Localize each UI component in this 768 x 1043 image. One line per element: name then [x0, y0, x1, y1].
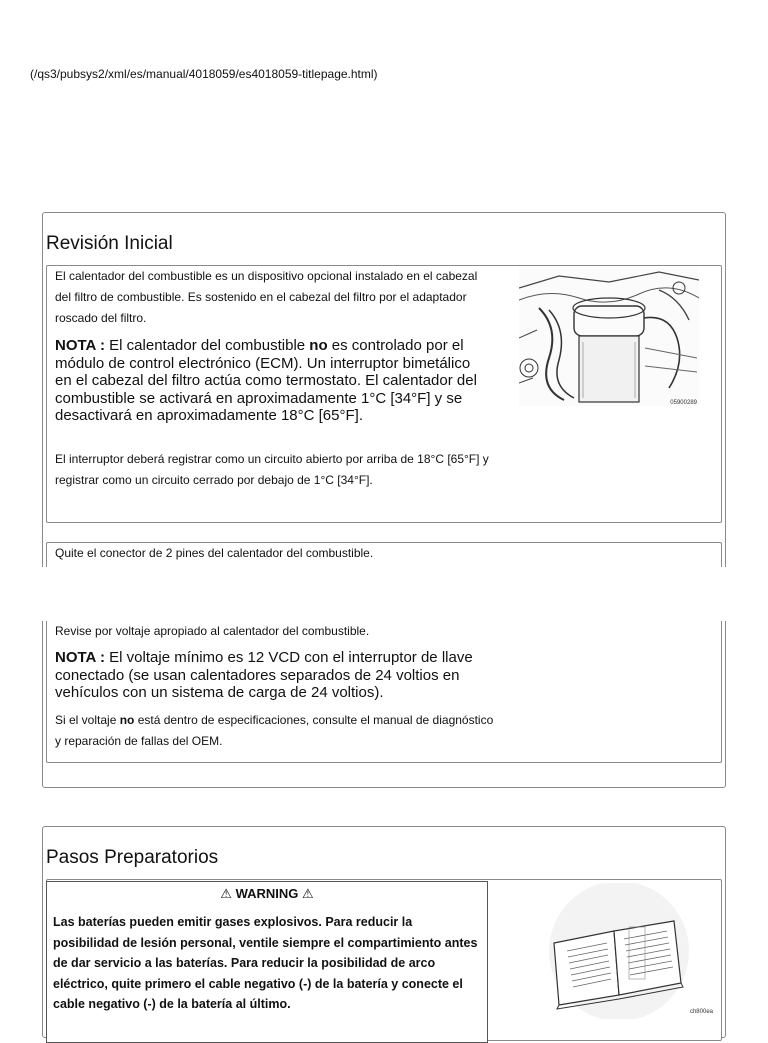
check-voltage-text: Revise por voltaje apropiado al calentador del combustible.: [55, 624, 370, 638]
warning-heading: [47, 886, 487, 902]
manual-book-figure: [519, 883, 719, 1019]
voltage-note-label: NOTA :: [55, 649, 105, 666]
figure-code-ch800ea: ch800ea: [689, 1009, 713, 1015]
voltage-note-text: El voltaje mínimo es 12 VCD con el interruptor de llave conectado (se usan calentadores separados de 24 voltios en vehículos con un sistema de carga de 24 voltios).: [55, 649, 473, 701]
warning-triangle-icon-right: ⚠: [302, 886, 314, 901]
voltage-spec-text: [55, 710, 495, 752]
warning-text: Las baterías pueden emitir gases explosivos. Para reducir la posibilidad de lesión personal, ventile siempre el compartimiento antes de dar servicio a las baterías. Para reducir la posibilidad de arco eléctrico, quite primero el cable negativo (-) de la batería y conecte el cable negativo (-) de la batería al último.: [53, 915, 478, 1011]
voltage-spec-bold-no: no: [119, 713, 135, 727]
voltage-spec-b: está dentro de especificaciones, consulte el manual de diagnóstico y reparación de fallas del OEM.: [55, 713, 494, 748]
note-label: NOTA :: [55, 337, 105, 354]
fuel-filter-head-figure: [519, 268, 699, 406]
voltage-note: [55, 649, 485, 702]
pasos-preparatorios-title: Pasos Preparatorios: [46, 847, 219, 868]
note-bold-no: no: [309, 337, 328, 354]
open-manual-illustration: [519, 883, 719, 1019]
step-block-remove-connector: [46, 542, 722, 569]
warning-box: [46, 881, 488, 1043]
manual-path-link[interactable]: (/qs3/pubsys2/xml/es/manual/4018059/es4018059-titlepage.html): [30, 67, 378, 81]
remove-connector-text: Quite el conector de 2 pines del calentador del combustible.: [55, 546, 374, 560]
fuel-filter-illustration: [519, 268, 699, 406]
note-text-a: El calentador del combustible: [105, 337, 310, 354]
heater-note: [55, 337, 485, 425]
step-block-heater-description: [46, 265, 722, 523]
voltage-spec-a: Si el voltaje: [55, 713, 120, 727]
revision-inicial-panel: [42, 212, 726, 788]
pasos-preparatorios-panel: [42, 826, 726, 1038]
render-gap: [41, 567, 731, 621]
switch-spec-text: El interruptor deberá registrar como un circuito abierto por arriba de 18°C [65°F] y registrar como un circuito cerrado por debajo de 1°C [34°F].: [55, 452, 489, 487]
step-block-check-voltage: [46, 621, 722, 763]
heater-intro-text: El calentador del combustible es un dispositivo opcional instalado en el cabezal del filtro de combustible. Es sostenido en el cabezal del filtro por el adaptador roscado del filtro.: [55, 269, 478, 325]
revision-inicial-title: Revisión Inicial: [46, 233, 173, 254]
warning-label: WARNING: [235, 886, 299, 901]
figure-code-05900289: 05900289: [670, 400, 697, 406]
note-text-b: es controlado por el módulo de control electrónico (ECM). Un interruptor bimetálico en el cabezal del filtro actúa como termostato. El calentador del combustible se activará en aproximadamente 1°C [34°F] y se desactivará en aproximadamente 18°C [65°F].: [55, 337, 477, 424]
warning-triangle-icon: ⚠: [220, 886, 232, 901]
